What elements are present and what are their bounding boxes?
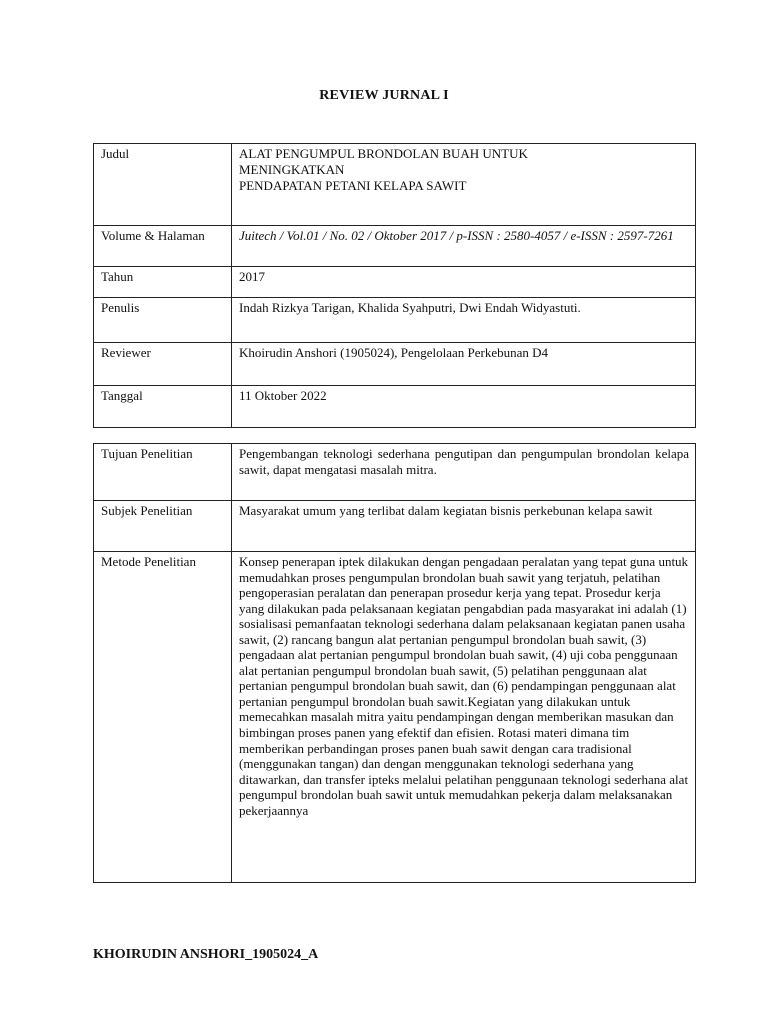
document-footer: KHOIRUDIN ANSHORI_1905024_A: [93, 947, 319, 962]
table-row-subjek: [94, 501, 696, 552]
volume-label: Volume & Halaman: [94, 226, 232, 267]
table-row-tahun: [94, 267, 696, 298]
judul-line-2: MENINGKATKAN: [239, 162, 345, 177]
tanggal-label: Tanggal: [94, 386, 232, 428]
subjek-value: Masyarakat umum yang terlibat dalam kegiatan bisnis perkebunan kelapa sawit: [232, 501, 696, 552]
judul-label: Judul: [94, 144, 232, 226]
journal-info-table: [93, 143, 696, 428]
subjek-label: Subjek Penelitian: [94, 501, 232, 552]
table-row-volume: [94, 226, 696, 267]
table-row-judul: [94, 144, 696, 226]
tahun-label: Tahun: [94, 267, 232, 298]
judul-line-3: PENDAPATAN PETANI KELAPA SAWIT: [239, 178, 467, 193]
penulis-label: Penulis: [94, 298, 232, 343]
table-row-metode: [94, 552, 696, 883]
review-content-table: [93, 443, 696, 883]
tahun-value: 2017: [232, 267, 696, 298]
table-row-penulis: [94, 298, 696, 343]
volume-value: Juitech / Vol.01 / No. 02 / Oktober 2017 / p-ISSN : 2580-4057 / e-ISSN : 2597-7261: [232, 226, 696, 267]
document-title: REVIEW JURNAL I: [319, 88, 449, 103]
metode-label: Metode Penelitian: [94, 552, 232, 883]
table-row-tanggal: [94, 386, 696, 428]
table-row-reviewer: [94, 343, 696, 386]
tanggal-value: 11 Oktober 2022: [232, 386, 696, 428]
tujuan-value: Pengembangan teknologi sederhana pengutipan dan pengumpulan brondolan kelapa sawit, dapat mengatasi masalah mitra.: [232, 444, 696, 501]
reviewer-label: Reviewer: [94, 343, 232, 386]
judul-line-1: ALAT PENGUMPUL BRONDOLAN BUAH UNTUK: [239, 146, 528, 161]
reviewer-value: Khoirudin Anshori (1905024), Pengelolaan Perkebunan D4: [232, 343, 696, 386]
penulis-value: Indah Rizkya Tarigan, Khalida Syahputri, Dwi Endah Widyastuti.: [232, 298, 696, 343]
metode-value: Konsep penerapan iptek dilakukan dengan pengadaan peralatan yang tepat guna untuk memudahkan proses pengumpulan brondolan buah sawit yang terjatuh, pelatihan pengoperasian peralatan dan penerapan prosedur kerja yang tepat. Prosedur kerja yang dilakukan pada pelaksanaan kegiatan pengabdian pada masyarakat ini adalah (1) sosialisasi pemanfaatan teknologi sederhana dalam pelaksanaan kegiatan panen usaha sawit, (2) rancang bangun alat pertanian pengumpul brondolan buah sawit, (3) pengadaan alat pertanian pengumpul brondolan buah sawit, (4) uji coba penggunaan alat pertanian pengumpul brondolan buah sawit, (5) pelatihan penggunaan alat pertanian pengumpul brondolan buah sawit, dan (6) pendampingan penggunaan alat pertanian pengumpul brondolan buah sawit.Kegiatan yang dilakukan untuk memecahkan masalah mitra yaitu pendampingan dengan memberikan masukan dan bimbingan proses panen yang efektif dan efisien. Rotasi materi dimana tim memberikan perbandingan proses panen buah sawit dengan cara tradisional (menggunakan tangan) dan dengan menggunakan teknologi sederhana yang ditawarkan, dan transfer ipteks melalui pelatihan penggunaan teknologi sederhana alat pengumpul brondolan buah sawit untuk memudahkan pekerja dalam melaksanakan pekerjaannya: [232, 552, 696, 883]
table-row-tujuan: [94, 444, 696, 501]
tujuan-label: Tujuan Penelitian: [94, 444, 232, 501]
judul-value: [232, 144, 696, 226]
